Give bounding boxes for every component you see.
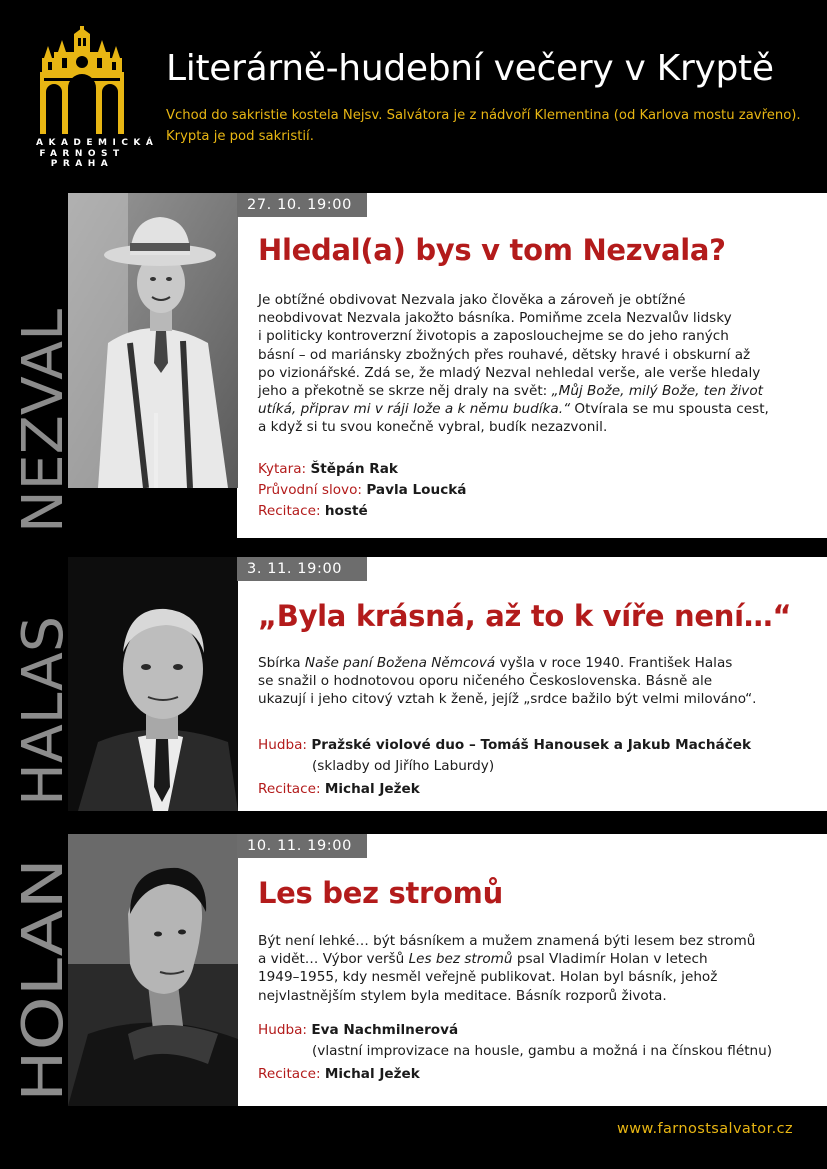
description-text: Otvírala se mu spousta cest, [570, 401, 769, 418]
event-description [258, 291, 803, 437]
credit-recitation [258, 501, 803, 522]
description-text: a vidět… Výbor veršů [258, 951, 409, 968]
credit-label: Hudba: [258, 1022, 308, 1038]
vertical-name-text [11, 854, 76, 1106]
website-link[interactable]: www.farnostsalvator.cz [617, 1121, 793, 1137]
event-credits [258, 735, 803, 800]
vertical-name-text [11, 305, 76, 537]
credit-label: Recitace: [258, 1066, 321, 1082]
page-title: Literárně-hudební večery v Kryptě [166, 48, 774, 89]
subtitle-line-1: Vchod do sakristie kostela Nejsv. Salvátora je z nádvoří Klementina (od Karlova mostu zavřeno). [166, 108, 801, 123]
description-text: vyšla v roce 1940. František Halas [495, 655, 733, 671]
credit-label: Recitace: [258, 781, 321, 797]
description-line: 1949–1955, kdy nesměl veřejně publikovat. Holan byl básník, jehož [258, 969, 718, 986]
event-title: „Byla krásná, až to k víře není…“ [258, 599, 792, 633]
description-line: po vizionářské. Zdá se, že mladý Nezval nehledal verše, ale verše hledaly [258, 364, 761, 381]
subtitle-line-2: Krypta je pod sakristií. [166, 129, 314, 144]
description-line [258, 654, 803, 672]
credit-label: Kytara: [258, 461, 307, 477]
credit-value: Pavla Loucká [366, 482, 467, 498]
event-credits [258, 1020, 803, 1085]
portrait-illustration [68, 557, 238, 811]
description-line: neobdivovat Nezvala jakožto básníka. Pomiňme zcela Nezvalův lidsky [258, 310, 732, 327]
credit-guitar [258, 459, 803, 480]
event-date: 10. 11. 19:00 [237, 834, 367, 858]
description-line: ukazují i jeho citový vztah k ženě, jejíž „srdce bažilo být velmi milováno“. [258, 691, 757, 708]
credit-note: (vlastní improvizace na housle, gambu a možná i na čínskou flétnu) [312, 1043, 773, 1059]
logo-line-3: PRAHA [50, 159, 114, 169]
description-line [258, 950, 803, 968]
event-title: Hledal(a) bys v tom Nezvala? [258, 233, 726, 267]
credit-music [258, 1020, 803, 1041]
event-holan [0, 834, 827, 1106]
credit-label: Recitace: [258, 503, 321, 519]
event-description [258, 654, 803, 709]
logo-text [36, 138, 159, 170]
description-line: se snažil o hodnotovou oporu ničeného Československa. Básně ale [258, 673, 713, 690]
portrait-photo-holan [68, 834, 238, 1106]
description-line [258, 382, 803, 400]
credit-value: Pražské violové duo – Tomáš Hanousek a Jakub Macháček [311, 737, 752, 753]
description-line: i politicky kontroverzní životopis a zaposlouchejme se do jeho raných [258, 328, 729, 345]
description-line: a když si tu svou konečně vybral, budík nezazvonil. [258, 419, 608, 436]
event-title: Les bez stromů [258, 876, 503, 910]
credit-value: Michal Ježek [324, 781, 420, 797]
vertical-name-nezval [11, 305, 76, 537]
akademicka-farnost-logo [36, 28, 128, 138]
credit-music [258, 735, 803, 756]
credit-value: Eva Nachmilnerová [311, 1022, 459, 1038]
vertical-name-label: NEZVAL [11, 313, 76, 533]
credit-label: Hudba: [258, 737, 308, 753]
event-halas [0, 557, 827, 811]
description-line: Být není lehké… být básníkem a mužem znamená býti lesem bez stromů [258, 933, 756, 949]
credit-recitation [258, 779, 803, 800]
credit-value: Štěpán Rak [310, 461, 398, 477]
vertical-name-label: HOLAN [11, 903, 76, 1102]
vertical-name-holan [11, 854, 76, 1106]
logo-line-2: FARNOST [39, 148, 125, 159]
portrait-illustration [68, 193, 238, 488]
portrait-photo-nezval [68, 193, 238, 488]
event-description [258, 932, 803, 1005]
description-book-title: Les bez stromů [408, 951, 513, 968]
credit-recitation [258, 1064, 803, 1085]
vertical-name-label: HALAS [11, 619, 76, 806]
description-text: Sbírka [258, 655, 305, 671]
portrait-photo-halas [68, 557, 238, 811]
description-book-title: Naše paní Božena Němcová [304, 655, 496, 671]
credit-label: Průvodní slovo: [258, 482, 362, 498]
vertical-name-halas [11, 562, 76, 811]
description-text: jeho a překotně se skrze něj draly na svět: [258, 383, 552, 400]
event-credits [258, 459, 803, 522]
logo-line-1: AKADEMICKÁ [36, 138, 159, 148]
portrait-illustration [68, 834, 238, 1106]
credit-note: (skladby od Jiřího Laburdy) [312, 758, 495, 774]
description-line: nejvlastnějším stylem byla meditace. Básník rozporů života. [258, 987, 667, 1004]
description-line: básní – od mariánsky zbožných přes rouhavé, dětsky hravé i obskurní až [258, 346, 751, 363]
credit-value: Michal Ježek [324, 1066, 420, 1082]
description-line: Je obtížné obdivovat Nezvala jako člověka a zároveň je obtížné [258, 292, 686, 308]
page-subtitle [166, 105, 806, 147]
description-quote: „Můj Bože, milý Bože, ten život [551, 383, 763, 400]
event-nezval [0, 193, 827, 538]
credit-value: hosté [324, 503, 368, 519]
vertical-name-text [11, 562, 76, 811]
credit-intro [258, 480, 803, 501]
description-quote: utíká, připrav mi v ráji lože a k němu budíka.“ [258, 401, 571, 418]
description-line [258, 400, 803, 418]
event-date: 3. 11. 19:00 [237, 557, 367, 581]
event-date: 27. 10. 19:00 [237, 193, 367, 217]
description-text: psal Vladimír Holan v letech [512, 951, 708, 968]
